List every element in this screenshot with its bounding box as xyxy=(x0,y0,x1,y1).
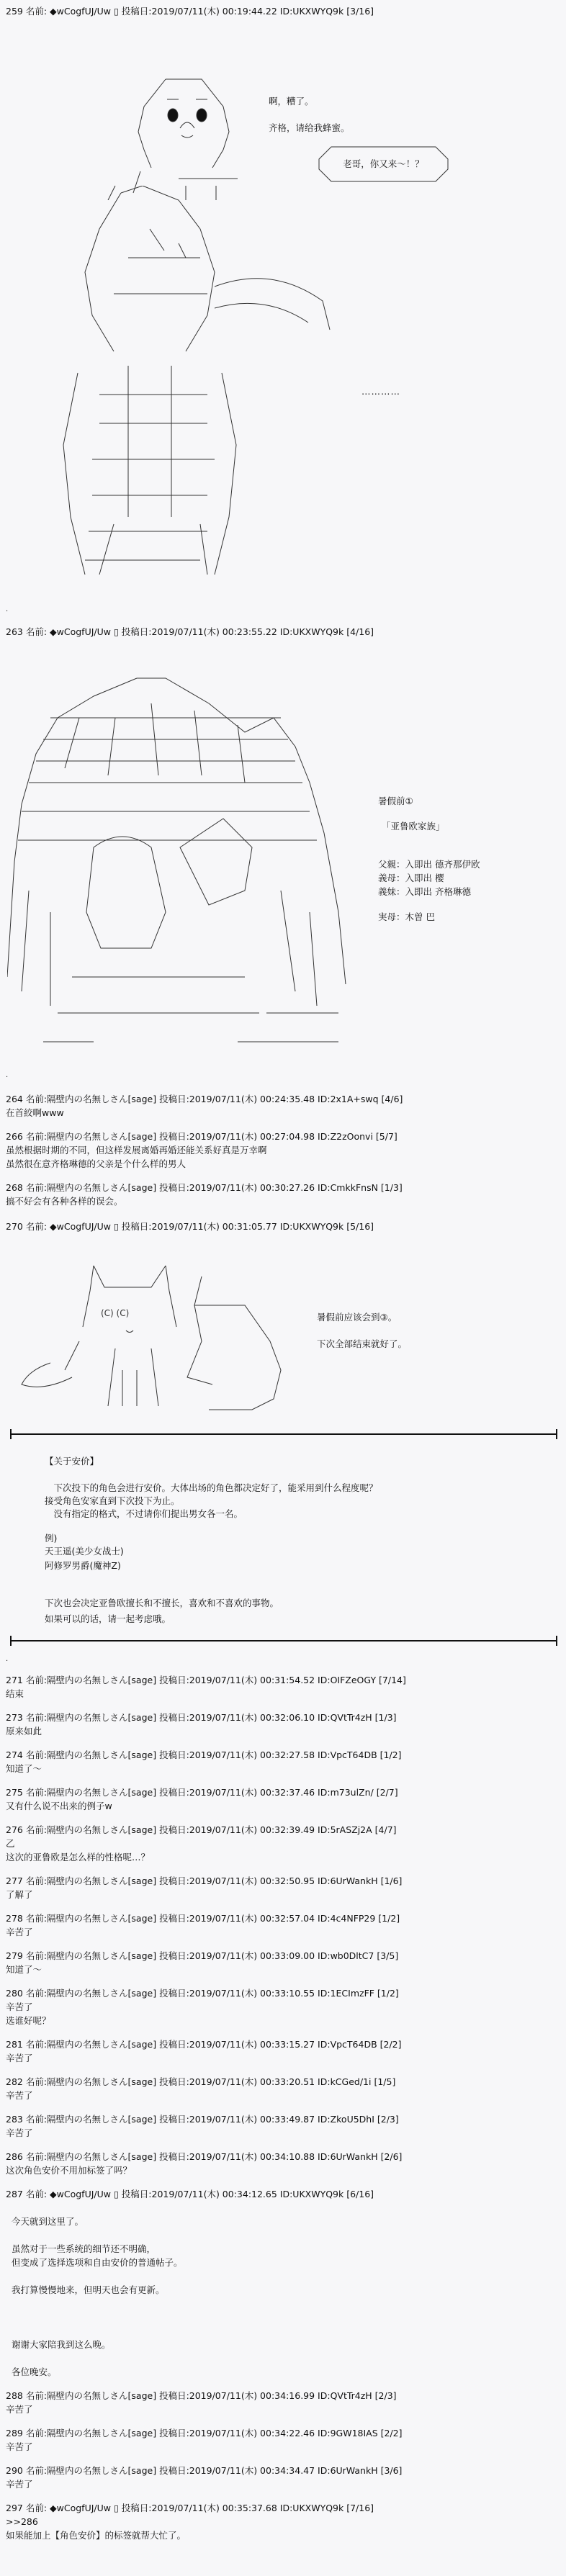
end-mark: . xyxy=(6,1071,9,1079)
post-header: 259 名前: ◆wCogfUJ/Uw ▯ 投稿日:2019/07/11(木) 00:19:44.22 ID:UKXWYQ9k [3/16] xyxy=(6,6,374,17)
post xyxy=(6,2464,560,2491)
notice-box xyxy=(6,1426,560,1673)
post-header: 287 名前: ◆wCogfUJ/Uw ▯ 投稿日:2019/07/11(木) 00:34:12.65 ID:UKXWYQ9k [6/16] xyxy=(6,2189,374,2199)
family-member: 父親：入即出 德齐那伊欧 xyxy=(378,859,480,870)
divider-top xyxy=(10,1429,557,1439)
post xyxy=(6,2389,560,2416)
post-header: 274 名前:隔壁内の名無しさん[sage] 投稿日:2019/07/11(木) 00:32:27.58 ID:VpcT64DB [1/2] xyxy=(6,1749,402,1760)
post xyxy=(6,1130,560,1171)
post-header: 264 名前:隔壁内の名無しさん[sage] 投稿日:2019/07/11(木) 00:24:35.48 ID:2x1A+swq [4/6] xyxy=(6,1094,403,1104)
notice-title: 【关于安价】 xyxy=(45,1456,99,1467)
post-text: 结束 xyxy=(6,1688,24,1699)
post-text: 知道了～ xyxy=(6,1763,42,1774)
family-member: 実母：木曽 巴 xyxy=(378,911,435,922)
chapter-title: 暑假前① xyxy=(378,796,413,806)
post-263-body xyxy=(6,639,560,1092)
post-text: 搞不好会有各种各样的误会。 xyxy=(6,1196,123,1207)
example-item: 阿修罗男爵(魔神Z) xyxy=(45,1560,121,1571)
post-text xyxy=(6,2351,560,2365)
post xyxy=(6,2426,560,2454)
post-text: 辛苦了 xyxy=(6,2404,33,2415)
post-270-body xyxy=(6,1233,560,1426)
post-text: 又有什么说不出来的例子w xyxy=(6,1801,112,1811)
post-header: 290 名前:隔壁内の名無しさん[sage] 投稿日:2019/07/11(木) 00:34:34.47 ID:6UrWankH [3/6] xyxy=(6,2465,403,2476)
notice-text: 下次也会决定亚鲁欧擅长和不擅长，喜欢和不喜欢的事物。 xyxy=(45,1598,279,1608)
post-text: 虽然很在意齐格琳德的父亲是个什么样的男人 xyxy=(6,1158,187,1169)
post-text: 但变成了选择选项和自由安价的普通帖子。 xyxy=(6,2257,183,2268)
post-header: 277 名前:隔壁内の名無しさん[sage] 投稿日:2019/07/11(木) 00:32:50.95 ID:6UrWankH [1/6] xyxy=(6,1875,403,1886)
post-text: 知道了～ xyxy=(6,1964,42,1975)
post-header: 270 名前: ◆wCogfUJ/Uw ▯ 投稿日:2019/07/11(木) 00:31:05.77 ID:UKXWYQ9k [5/16] xyxy=(6,1221,374,1232)
post xyxy=(6,1823,560,1864)
post-text: 了解了 xyxy=(6,1889,33,1900)
post-text xyxy=(6,2310,560,2324)
dialogue-line: 啊，糟了。 xyxy=(269,96,314,107)
post-header: 281 名前:隔壁内の名無しさん[sage] 投稿日:2019/07/11(木) 00:33:15.27 ID:VpcT64DB [2/2] xyxy=(6,2039,402,2050)
post-text xyxy=(6,2201,560,2215)
post-text: 辛苦了 xyxy=(6,1927,33,1937)
family-name: 「亚鲁欧家族」 xyxy=(382,821,445,832)
post-text: 辛苦了 xyxy=(6,2090,33,2101)
post xyxy=(6,2501,560,2542)
post-text: 辛苦了 xyxy=(6,2053,33,2063)
post-header: 268 名前:隔壁内の名無しさん[sage] 投稿日:2019/07/11(木) 00:30:27.26 ID:CmkkFnsN [1/3] xyxy=(6,1182,403,1193)
post-header: 276 名前:隔壁内の名無しさん[sage] 投稿日:2019/07/11(木) 00:32:39.49 ID:5rASZj2A [4/7] xyxy=(6,1824,397,1835)
post-text xyxy=(6,2269,560,2283)
ascii-art-character xyxy=(35,186,351,600)
post-text: 虽然根据时期的不同，但这样发展离婚再婚还能关系好真是万幸啊 xyxy=(6,1145,267,1156)
post-header: 286 名前:隔壁内の名無しさん[sage] 投稿日:2019/07/11(木) 00:34:10.88 ID:6UrWankH [2/6] xyxy=(6,2151,403,2162)
post xyxy=(6,1748,560,1775)
post xyxy=(6,1181,560,1208)
post-text xyxy=(6,2228,560,2242)
post-header: 289 名前:隔壁内の名無しさん[sage] 投稿日:2019/07/11(木) 00:34:22.46 ID:9GW18IAS [2/2] xyxy=(6,2428,403,2438)
notice-text: 下次投下的角色会进行安价。大体出场的角色都决定好了，能采用到什么程度呢？ xyxy=(45,1482,378,1493)
divider-bottom xyxy=(10,1636,557,1646)
post xyxy=(6,1711,560,1738)
post xyxy=(6,2112,560,2140)
post xyxy=(6,1986,560,2027)
ascii-art-group xyxy=(7,675,353,1063)
post-header: 282 名前:隔壁内の名無しさん[sage] 投稿日:2019/07/11(木) 00:33:20.51 ID:kCGed/1i [1/5] xyxy=(6,2076,396,2087)
post-text: 如果能加上【角色安价】的标签就帮大忙了。 xyxy=(6,2530,187,2541)
svg-text:(C) (C): (C) (C) xyxy=(101,1308,130,1318)
family-member: 義妹：入即出 齐格琳德 xyxy=(378,886,471,897)
reply-list xyxy=(6,1673,560,2542)
post-header: 280 名前:隔壁内の名無しさん[sage] 投稿日:2019/07/11(木) 00:33:10.55 ID:1ECImzFF [1/2] xyxy=(6,1988,399,1999)
post-header: 273 名前:隔壁内の名無しさん[sage] 投稿日:2019/07/11(木) 00:32:06.10 ID:QVtTr4zH [1/3] xyxy=(6,1712,397,1723)
post-text: 选谁好呢？ xyxy=(6,2015,51,2026)
post-text: 辛苦了 xyxy=(6,2127,33,2138)
dialogue-line: 暑假前应该会到③。 xyxy=(317,1312,397,1323)
post-text xyxy=(6,2324,560,2338)
post-text xyxy=(6,2297,560,2310)
post-text: 谢谢大家陪我到这么晚。 xyxy=(6,2339,111,2350)
dialogue-line: 齐格，请给我蜂蜜。 xyxy=(269,122,350,133)
thread-page xyxy=(6,0,560,2552)
post-text: 辛苦了 xyxy=(6,2479,33,2490)
post-text: 在首絞啊www xyxy=(6,1107,64,1118)
speech-bubble xyxy=(318,146,449,182)
post-header: 263 名前: ◆wCogfUJ/Uw ▯ 投稿日:2019/07/11(木) 00:23:55.22 ID:UKXWYQ9k [4/16] xyxy=(6,626,374,637)
post-text: 辛苦了 xyxy=(6,2441,33,2452)
post xyxy=(6,1785,560,1813)
post-header: 288 名前:隔壁内の名無しさん[sage] 投稿日:2019/07/11(木) 00:34:16.99 ID:QVtTr4zH [2/3] xyxy=(6,2390,397,2401)
post-text: 这次的亚鲁欧是怎么样的性格呢…？ xyxy=(6,1852,151,1863)
post xyxy=(6,1911,560,1939)
ascii-art-cats xyxy=(14,1262,288,1417)
post xyxy=(6,1874,560,1901)
post-259-body xyxy=(6,18,560,625)
post-text: 我打算慢慢地来，但明天也会有更新。 xyxy=(6,2284,165,2295)
ascii-art-face xyxy=(101,78,266,200)
notice-text: 没有指定的格式，不过请你们提出男女各一名。 xyxy=(45,1508,243,1519)
example-label: 例) xyxy=(45,1533,58,1544)
post-header: 278 名前:隔壁内の名無しさん[sage] 投稿日:2019/07/11(木) 00:32:57.04 ID:4c4NFP29 [1/2] xyxy=(6,1913,400,1924)
end-mark: . xyxy=(6,1655,9,1663)
example-item: 天王遥(美少女战士) xyxy=(45,1546,124,1557)
notice-text: 如果可以的话，请一起考虑哦。 xyxy=(45,1613,171,1624)
speech-bubble-text: 老哥，你又来～！？ xyxy=(343,158,424,169)
dialogue-line: 下次全部结束就好了。 xyxy=(317,1338,408,1349)
reply-anchor-link[interactable]: >>286 xyxy=(6,2516,38,2527)
post-text: 原来如此 xyxy=(6,1726,42,1737)
post xyxy=(6,1673,560,1701)
post-header: 279 名前:隔壁内の名無しさん[sage] 投稿日:2019/07/11(木) 00:33:09.00 ID:wb0DltC7 [3/5] xyxy=(6,1950,399,1961)
post-header: 283 名前:隔壁内の名無しさん[sage] 投稿日:2019/07/11(木) 00:33:49.87 ID:ZkoU5DhI [2/3] xyxy=(6,2114,399,2125)
post-header: 297 名前: ◆wCogfUJ/Uw ▯ 投稿日:2019/07/11(木) 00:35:37.68 ID:UKXWYQ9k [7/16] xyxy=(6,2503,374,2513)
post-text: 虽然对于一些系统的细节还不明确， xyxy=(6,2243,156,2254)
family-member: 義母：入即出 樱 xyxy=(378,873,444,883)
post-header: 266 名前:隔壁内の名無しさん[sage] 投稿日:2019/07/11(木) 00:27:04.98 ID:Z2zOonvi [5/7] xyxy=(6,1131,397,1142)
post-text: 这次角色安价不用加标签了吗？ xyxy=(6,2165,132,2176)
post-text: 乙 xyxy=(6,1838,15,1849)
post-text: 今天就到这里了。 xyxy=(6,2216,84,2227)
post xyxy=(6,1949,560,1976)
end-mark: . xyxy=(6,605,9,613)
post xyxy=(6,2187,560,2379)
ellipsis-text: ………… xyxy=(361,386,400,397)
post-text: 各位晚安。 xyxy=(6,2366,57,2377)
post xyxy=(6,2150,560,2177)
post xyxy=(6,2075,560,2102)
post xyxy=(6,1092,560,1120)
post-header: 271 名前:隔壁内の名無しさん[sage] 投稿日:2019/07/11(木) 00:31:54.52 ID:OIFZeOGY [7/14] xyxy=(6,1675,406,1685)
post xyxy=(6,2037,560,2065)
reply-list xyxy=(6,1092,560,1208)
notice-text: 接受角色安家直到下次投下为止。 xyxy=(45,1495,180,1506)
post-text: 辛苦了 xyxy=(6,2001,33,2012)
post-header: 275 名前:隔壁内の名無しさん[sage] 投稿日:2019/07/11(木) 00:32:37.46 ID:m73ulZn/ [2/7] xyxy=(6,1787,398,1798)
